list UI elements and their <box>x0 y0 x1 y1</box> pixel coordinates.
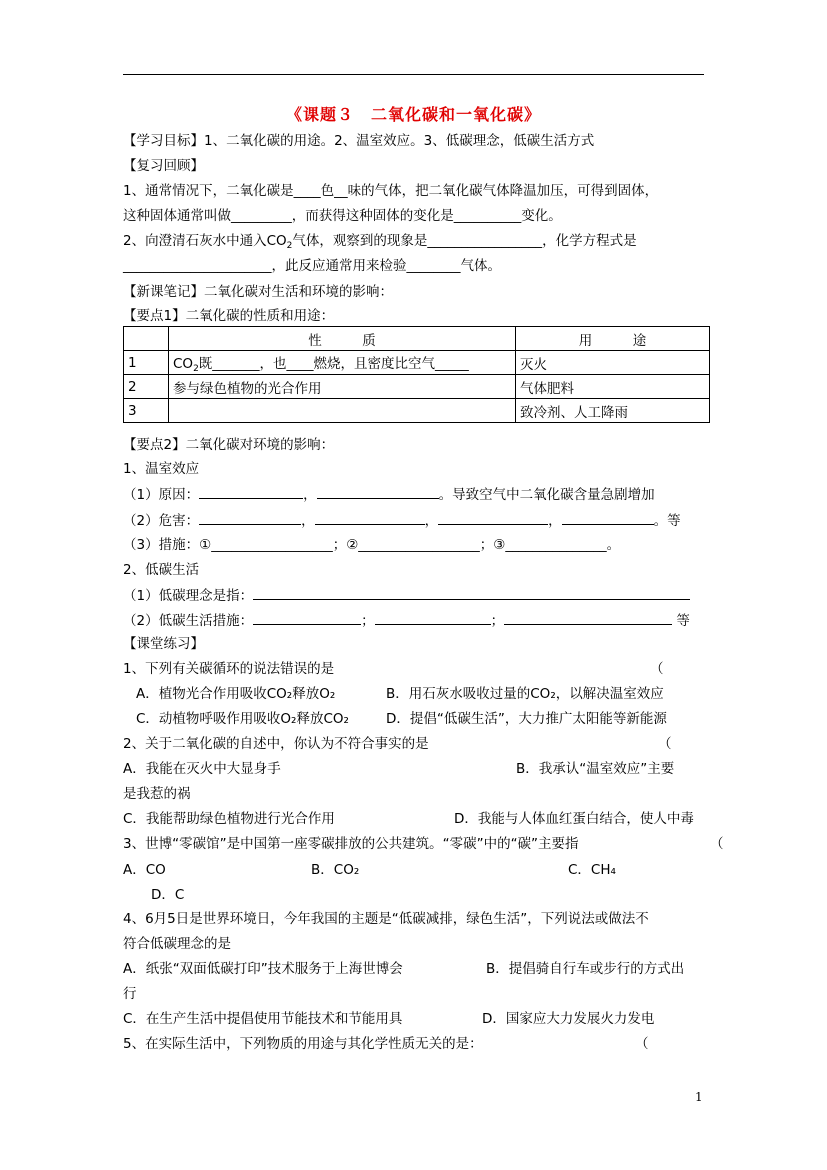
point1-heading: 【要点1】二氧化碳的性质和用途： <box>123 308 335 324</box>
q4-stem-line1: 4、6月5日是世界环境日，今年我国的主题是“低碳减排，绿色生活”，下列说法或做法不 <box>123 911 649 927</box>
row-number: 1 <box>124 351 169 375</box>
row-use: 致冷剂、人工降雨 <box>516 399 710 423</box>
greenhouse-cause: （1）原因： ， 。导致空气中二氧化碳含量急剧增加 <box>123 487 655 503</box>
q4-option-c: C．在生产生活中提倡使用节能技术和节能用具 <box>123 1011 403 1027</box>
row-property: $CO_2$既_______，也____燃烧，且密度比空气_____ <box>169 351 516 375</box>
greenhouse-harm: （2）危害： ， ， ， 。等 <box>123 513 681 529</box>
q4-option-d: D．国家应大力发展火力发电 <box>482 1011 655 1027</box>
row-number: 2 <box>124 375 169 399</box>
row-property: 参与绿色植物的光合作用 <box>169 375 516 399</box>
row-use: 灭火 <box>516 351 710 375</box>
table-row <box>124 351 710 375</box>
practice-heading: 【课堂练习】 <box>123 636 204 652</box>
q3-option-a: A．CO <box>123 862 166 878</box>
q1-option-d: D．提倡“低碳生活”，大力推广太阳能等新能源 <box>386 711 667 727</box>
point2-heading: 【要点2】二氧化碳对环境的影响： <box>123 437 335 453</box>
q3-option-b: B．CO₂ <box>311 862 360 878</box>
greenhouse-heading: 1、温室效应 <box>123 461 200 477</box>
q2-option-d: D．我能与人体血红蛋白结合，使人中毒 <box>454 811 694 827</box>
row-number: 3 <box>124 399 169 423</box>
q1-paren: （ <box>650 661 664 677</box>
q2-paren: （ <box>658 736 672 752</box>
q1-stem: 1、下列有关碳循环的说法错误的是 <box>123 661 335 677</box>
row-property <box>169 399 516 423</box>
table-header-row <box>124 327 710 351</box>
q4-option-b: B．提倡骑自行车或步行的方式出 <box>486 961 685 977</box>
table-header-use: 用 途 <box>516 327 710 351</box>
q4-option-a: A．纸张“双面低碳打印”技术服务于上海世博会 <box>123 961 403 977</box>
new-notes-heading: 【新课笔记】二氧化碳对生活和环境的影响： <box>123 284 393 300</box>
row-use: 气体肥料 <box>516 375 710 399</box>
q4-option-b-cont: 行 <box>123 986 137 1002</box>
q2-option-b: B．我承认“温室效应”主要 <box>516 761 675 777</box>
table-row <box>124 399 710 423</box>
lowcarbon-measures: （2）低碳生活措施： ； ； 等 <box>123 613 690 629</box>
properties-table <box>123 326 710 423</box>
q2-option-c: C．我能帮助绿色植物进行光合作用 <box>123 811 335 827</box>
table-header-property: 性 质 <box>169 327 516 351</box>
review-heading: 【复习回顾】 <box>123 158 204 174</box>
q1-option-a: A．植物光合作用吸收CO₂释放O₂ <box>136 686 336 702</box>
q4-stem-line2: 符合低碳理念的是 <box>123 936 231 952</box>
table-cell <box>124 327 169 351</box>
table-row <box>124 375 710 399</box>
q1-option-b: B．用石灰水吸收过量的CO₂，以解决温室效应 <box>386 686 664 702</box>
review-q2-line2: ______________________，此反应通常用来检验________气体。 <box>123 258 501 274</box>
q5-paren: （ <box>635 1036 649 1052</box>
q3-paren: （ <box>710 836 724 852</box>
q2-option-a: A．我能在灭火中大显身手 <box>123 761 281 777</box>
review-q1-line2: 这种固体通常叫做_________，而获得这种固体的变化是__________变化。 <box>123 208 562 224</box>
page-number: 1 <box>695 1090 703 1104</box>
q3-stem: 3、世博“零碳馆”是中国第一座零碳排放的公共建筑。“零碳”中的“碳”主要指 <box>123 836 579 852</box>
lesson-title: 《课题３ 二氧化碳和一氧化碳》 <box>285 105 541 124</box>
q5-stem: 5、在实际生活中，下列物质的用途与其化学性质无关的是： <box>123 1036 483 1052</box>
learning-objectives: 【学习目标】1、二氧化碳的用途。2、温室效应。3、低碳理念，低碳生活方式 <box>123 133 595 149</box>
review-q1-line1: 1、通常情况下，二氧化碳是____色__味的气体，把二氧化碳气体降温加压，可得到固体， <box>123 183 659 199</box>
header-rule <box>123 74 704 75</box>
q2-stem: 2、关于二氧化碳的自述中，你认为不符合事实的是 <box>123 736 429 752</box>
q3-option-c: C．CH₄ <box>568 862 616 878</box>
q1-option-c: C．动植物呼吸作用吸收O₂释放CO₂ <box>136 711 349 727</box>
review-q2-line1: 2、向澄清石灰水中通入$CO_2$气体，观察到的现象是_________________，化学方程式是 <box>123 233 637 251</box>
q3-option-d: D．C <box>151 887 185 903</box>
greenhouse-measures: （3）措施：①__________________；②__________________；③_______________。 <box>123 537 621 553</box>
lowcarbon-concept: （1）低碳理念是指： <box>123 586 690 605</box>
q2-option-b-cont: 是我惹的祸 <box>123 786 191 802</box>
lowcarbon-heading: 2、低碳生活 <box>123 562 200 578</box>
